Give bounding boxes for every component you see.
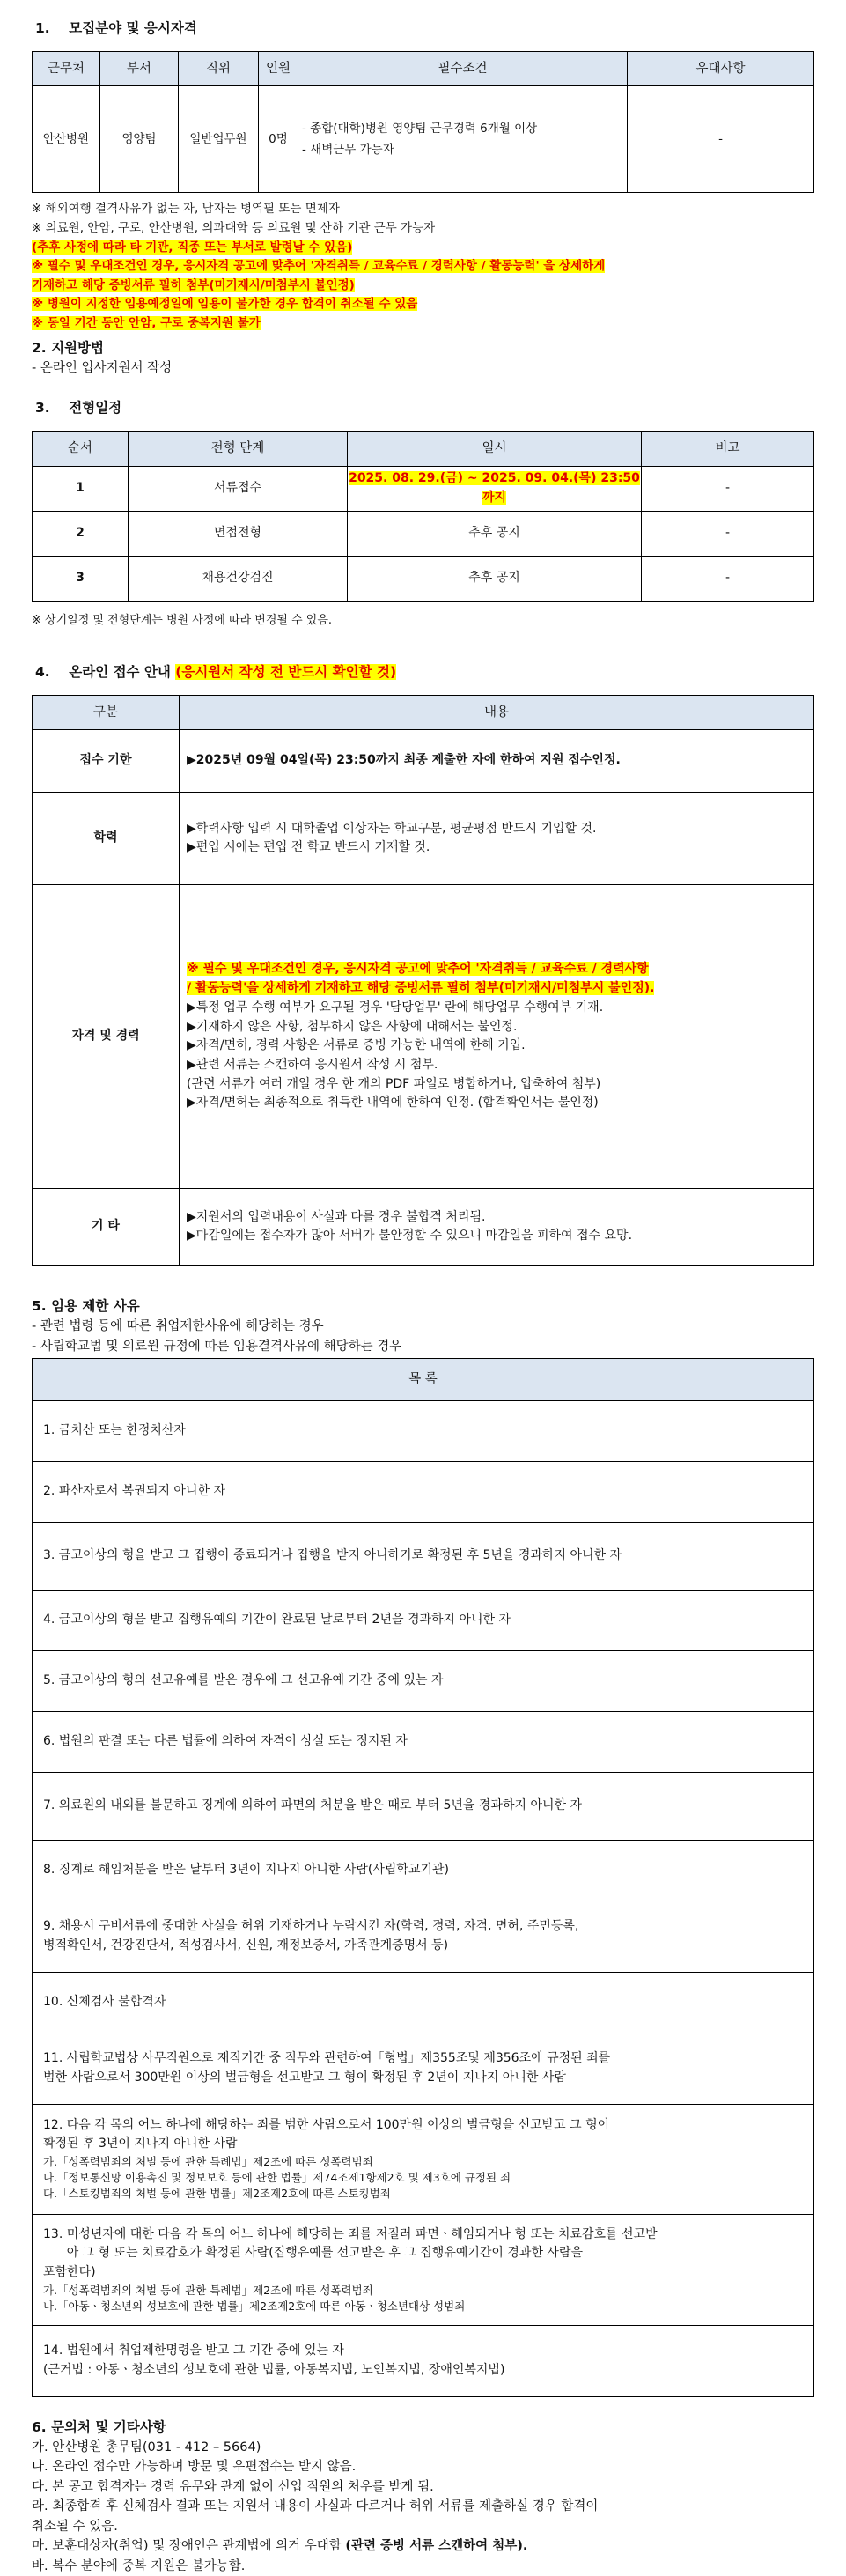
restriction-text: 4. 금고이상의 형을 받고 집행유예의 기간이 완료된 날로부터 2년을 경과하지 아니한 자 [43,1612,511,1627]
restriction-cell [33,1772,814,1840]
cell-stage: 서류접수 [129,466,348,511]
restriction-subitem: 나.「정보통신망 이용촉진 및 정보보호 등에 관한 법률」제74조제1항제2호 및 제3호에 규정된 죄 [43,2171,511,2185]
section-2-title: 2. 지원방법 [32,339,104,356]
list-item: ▶ 자격/면허, 경력 사항은 서류로 증빙 가능한 내역에 한해 기입. [187,1037,806,1056]
cell-stage: 채용건강검진 [129,556,348,601]
info-line: 가. 안산병원 총무팀(031 - 412 – 5664) [32,2439,261,2454]
schedule-table [32,431,814,601]
restriction-row [33,1840,814,1901]
restriction-row [33,1400,814,1461]
restriction-cell [33,1400,814,1461]
list-item: ▶ 기재하지 않은 사항, 첨부하지 않은 사항에 대해서는 불인정. [187,1018,806,1037]
table-row [33,793,814,885]
header-dept: 부서 [100,52,179,86]
restriction-text: 10. 신체검사 불합격자 [43,1994,166,2009]
info-line [32,2536,814,2556]
cell-date: 추후 공지 [348,556,642,601]
restriction-cell [33,1522,814,1590]
restriction-row [33,2325,814,2396]
qualification-highlight: ※ 필수 및 우대조건인 경우, 응시자격 공고에 맞추어 '자격취득 / 교육수료 / 경력사항 [187,962,649,977]
row-label: 자격 및 경력 [33,885,180,1189]
list-item: ▶ 특정 업무 수행 여부가 요구될 경우 '담당업무' 란에 해당업무 수행여부 기재. [187,999,806,1018]
restriction-cell [33,1650,814,1711]
header-position: 직위 [179,52,259,86]
restriction-row [33,1901,814,1972]
table-row [33,556,814,601]
cell-remark: - [642,466,814,511]
section-6-title: 6. 문의처 및 기타사항 [32,2418,166,2435]
list-item: ▶ 마감일에는 접수자가 많아 서버가 불안정할 수 있으니 마감일을 피하여 접수 요망. [187,1227,806,1246]
header-category: 구분 [33,695,180,729]
info-line: 취소될 수 있음. [32,2519,118,2534]
header-order: 순서 [33,432,129,466]
restriction-text: 6. 법원의 판결 또는 다른 법률에 의하여 자격이 상실 또는 정지된 자 [43,1733,408,1748]
restriction-subitem: 가.「성폭력범죄의 처벌 등에 관한 특례법」제2조에 따른 성폭력범죄 [43,2283,373,2297]
table-row [33,730,814,793]
info-line: 나. 온라인 접수만 가능하며 방문 및 우편접수는 받지 않음. [32,2460,357,2475]
restriction-table [32,1358,814,2397]
table-row [33,1189,814,1266]
restriction-text: 9. 채용시 구비서류에 중대한 사실을 허위 기재하거나 누락시킨 자(학력, 경력, 자격, 면허, 주민등록, [43,1918,579,1933]
note-line: ※ 의료원, 안암, 구로, 안산병원, 의과대학 등 의료원 및 산하 기관 근무 가능자 [32,221,436,236]
restriction-subitem: 나.「아동ㆍ청소년의 성보호에 관한 법률」제2조제2호에 따른 아동ㆍ청소년대상 성범죄 [43,2299,466,2313]
note-highlight: ※ 동일 기간 동안 안암, 구로 중복지원 불가 [32,316,261,331]
note-highlight: ※ 필수 및 우대조건인 경우, 응시자격 공고에 맞추어 '자격취득 / 교육수료 / 경력사항 / 활동능력' 을 상세하게 [32,259,606,274]
table-row [33,511,814,556]
header-requirements: 필수조건 [298,52,628,86]
cell-requirements [298,86,628,193]
restriction-subitem: 다.「스토킹범죄의 처벌 등에 관한 법률」제2조제2호에 따른 스토킹범죄 [43,2187,391,2201]
restriction-intro: - 관련 법령 등에 따른 취업제한사유에 해당하는 경우 [32,1319,324,1334]
cell-place: 안산병원 [33,86,100,193]
restriction-row [33,2104,814,2214]
cell-date-highlight: 2025. 08. 29.(금) ~ 2025. 09. 04.(목) 23:50 까지 [349,470,640,505]
schedule-footnote: ※ 상기일정 및 전형단계는 병원 사정에 따라 변경될 수 있음. [32,613,333,627]
recruitment-table [32,51,814,193]
restriction-subitem: 가.「성폭력범죄의 처벌 등에 관한 특례법」제2조에 따른 성폭력범죄 [43,2155,373,2169]
restriction-text: 범한 사람으로서 300만원 이상의 벌금형을 선고받고 그 형이 확정된 후 2년이 지나지 아니한 사람 [43,2070,566,2085]
header-place: 근무처 [33,52,100,86]
list-item: ▶ 학력사항 입력 시 대학졸업 이상자는 학교구분, 평균평점 반드시 기입할 것. [187,820,806,839]
info-text: 마. 보훈대상자(취업) 및 장애인은 관계법에 의거 우대함 [32,2539,342,2554]
restriction-row [33,2033,814,2104]
info-line: 라. 최종합격 후 신체검사 결과 또는 지원서 내용이 사실과 다르거나 허위 서류를 제출하실 경우 합격이 [32,2499,599,2514]
list-item: ▶ 지원서의 입력내용이 사실과 다를 경우 불합격 처리됨. [187,1208,806,1228]
list-item: ▶ 자격/면허는 최종적으로 취득한 내역에 한하여 인정. (합격확인서는 불인정) [187,1094,806,1113]
list-item: ▶ 편입 시에는 편입 전 학교 반드시 기재할 것. [187,838,806,858]
section-5-title: 5. 임용 제한 사유 [32,1298,140,1315]
restriction-row [33,1590,814,1650]
restriction-text: 13. 미성년자에 대한 다음 각 목의 어느 하나에 해당하는 죄를 저질러 파면ㆍ해임되거나 형 또는 치료감호를 선고받 [43,2226,658,2241]
restriction-row [33,1972,814,2033]
restriction-text: 병적확인서, 건강진단서, 적성검사서, 신원, 재정보증서, 가족관계증명서 등) [43,1938,449,1952]
restriction-text: 5. 금고이상의 형의 선고유예를 받은 경우에 그 선고유예 기간 중에 있는 자 [43,1672,444,1687]
cell-dept: 영양팀 [100,86,179,193]
header-date: 일시 [348,432,642,466]
cell-order: 1 [33,466,129,511]
restriction-text: 12. 다음 각 목의 어느 하나에 해당하는 죄를 범한 사람으로서 100만원 이상의 벌금형을 선고받고 그 형이 [43,2117,610,2132]
restriction-cell [33,2033,814,2104]
restriction-text: 11. 사립학교법상 사무직원으로 재직기간 중 직무와 관련하여「형법」제355조및 제356조에 규정된 죄를 [43,2050,611,2065]
restriction-row [33,1522,814,1590]
section-1-notes [32,200,814,333]
qualification-highlight: / 활동능력'을 상세하게 기재하고 해당 증빙서류 필히 첨부(미기재시/미첨부시 불인정). [187,981,655,996]
note-line: ※ 해외여행 결격사유가 없는 자, 남자는 병역필 또는 면제자 [32,202,340,217]
restriction-cell [33,1972,814,2033]
restriction-text: (근거법 : 아동ㆍ청소년의 성보호에 관한 법률, 아동복지법, 노인복지법, 장애인복지법) [43,2362,505,2377]
header-list: 목 록 [33,1359,814,1400]
requirement-line: - 새벽근무 가능자 [302,143,394,158]
note-highlight: 기재하고 해당 증빙서류 필히 첨부(미기재시/미첨부시 불인정) [32,277,355,292]
section-4-title-highlight: (응시원서 작성 전 반드시 확인할 것) [175,663,397,680]
online-apply-table [32,695,814,1266]
restriction-cell [33,1901,814,1972]
section-4-title [35,661,814,683]
header-stage: 전형 단계 [129,432,348,466]
table-row [33,885,814,1189]
info-line: 다. 본 공고 합격자는 경력 유무와 관계 없이 신입 직원의 처우를 받게 됨. [32,2479,434,2494]
row-label: 접수 기한 [33,730,180,793]
info-line: 바. 복수 분야에 중복 지원은 불가능함. [32,2558,246,2573]
header-preference: 우대사항 [628,52,814,86]
restriction-cell [33,2104,814,2214]
restriction-intro: - 사립학교법 및 의료원 규정에 따른 임용결격사유에 해당하는 경우 [32,1339,402,1354]
cell-order: 2 [33,511,129,556]
cell-remark: - [642,511,814,556]
restriction-cell [33,2325,814,2396]
list-item: ▶ 관련 서류는 스캔하여 응시원서 작성 시 첨부. [187,1056,806,1075]
requirement-line: - 종합(대학)병원 영양팀 근무경력 6개월 이상 [302,121,538,136]
restriction-row [33,1711,814,1772]
cell-date: 추후 공지 [348,511,642,556]
note-highlight: ※ 병원이 지정한 임용예정일에 임용이 불가한 경우 합격이 취소될 수 있음 [32,297,418,312]
restriction-text: 14. 법원에서 취업제한명령을 받고 그 기간 중에 있는 자 [43,2343,344,2358]
restriction-text: 8. 징계로 해임처분을 받은 날부터 3년이 지나지 아니한 사람(사립학교기관) [43,1862,449,1877]
restriction-text: 포함한다) [43,2265,96,2280]
apply-method: - 온라인 입사지원서 작성 [32,360,173,375]
cell-count: 0명 [259,86,298,193]
row-label: 기 타 [33,1189,180,1266]
cell-remark: - [642,556,814,601]
table-row [33,466,814,511]
cell-order: 3 [33,556,129,601]
row-label: 학력 [33,793,180,885]
note-highlight: (추후 사정에 따라 타 기관, 직종 또는 부서로 발령날 수 있음) [32,240,353,255]
header-count: 인원 [259,52,298,86]
restriction-cell [33,1590,814,1650]
section-4-title-text: 4. 온라인 접수 안내 [35,663,171,680]
cell-stage: 면접전형 [129,511,348,556]
info-bold: (관련 증빙 서류 스캔하여 첨부). [345,2539,528,2554]
cell-preference: - [628,86,814,193]
restriction-cell [33,2214,814,2325]
list-note: (관련 서류가 여러 개일 경우 한 개의 PDF 파일로 병합하거나, 압축하여 첨부) [187,1076,601,1091]
restriction-text: 3. 금고이상의 형을 받고 그 집행이 종료되거나 집행을 받지 아니하기로 확정된 후 5년을 경과하지 아니한 자 [43,1547,622,1562]
restriction-cell [33,1711,814,1772]
restriction-text: 1. 금치산 또는 한정치산자 [43,1422,186,1437]
restriction-text: 확정된 후 3년이 지나지 아니한 사람 [43,2137,238,2152]
restriction-row [33,1772,814,1840]
restriction-row [33,1650,814,1711]
restriction-text: 아 그 형 또는 치료감호가 확정된 사람(집행유예를 선고받은 후 그 집행유예기간이 경과한 사람을 [43,2246,583,2261]
restriction-text: 2. 파산자로서 복권되지 아니한 자 [43,1483,225,1498]
deadline-text: ▶ 2025년 09월 04일(목) 23:50까지 최종 제출한 자에 한하여 지원 접수인정. [187,751,806,771]
header-remark: 비고 [642,432,814,466]
restriction-text: 7. 의료원의 내외를 불문하고 징계에 의하여 파면의 처분을 받은 때로 부터 5년을 경과하지 아니한 자 [43,1797,583,1812]
restriction-row [33,2214,814,2325]
restriction-cell [33,1461,814,1522]
restriction-cell [33,1840,814,1901]
header-content: 내용 [180,695,814,729]
cell-position: 일반업무원 [179,86,259,193]
section-1-title: 1. 모집분야 및 응시자격 [35,20,197,36]
restriction-row [33,1461,814,1522]
section-3-title: 3. 전형일정 [35,400,122,417]
